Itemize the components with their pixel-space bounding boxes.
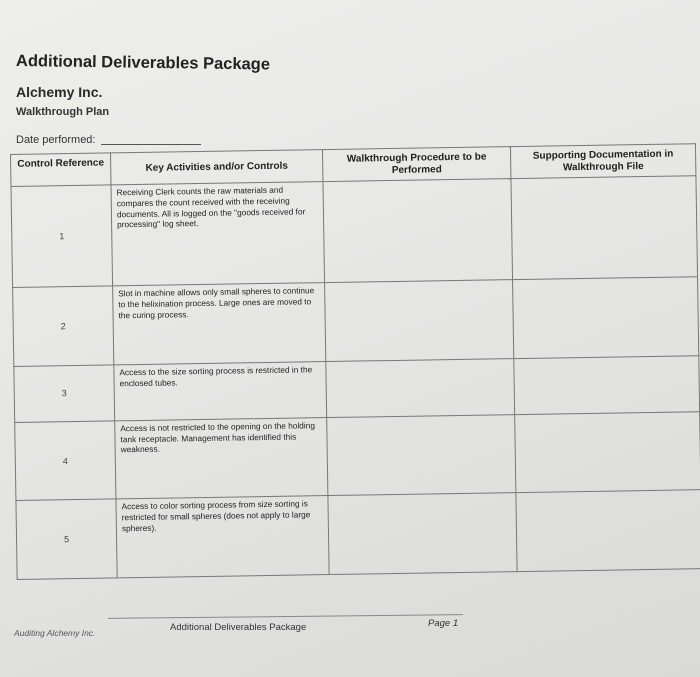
control-reference: 4 [15,421,116,501]
date-blank-line [101,144,201,145]
footer-left-text: Auditing Alchemy Inc. [14,628,96,638]
footer-rule [108,614,463,619]
table-row [11,176,698,288]
key-activity: Slot in machine allows only small spheres to continue to the helixination process. Large ones are moved to the curing process. [113,283,326,365]
table-row [16,490,700,579]
col-header-walkthrough-procedure: Walkthrough Procedure to be Performed [322,147,510,182]
company-name: Alchemy Inc. [16,84,103,100]
page-number: Page 1 [428,618,459,629]
documentation-cell [515,411,700,492]
documentation-cell [513,277,699,358]
date-performed [16,134,201,146]
key-activity: Access is not restricted to the opening on the holding tank receptacle. Management has identified this weakness. [115,417,328,499]
document-title: Additional Deliverables Package [15,52,271,74]
procedure-cell [328,493,517,575]
procedure-cell [326,358,515,417]
control-reference: 2 [13,286,114,366]
walkthrough-table [10,143,700,580]
col-header-key-activities: Key Activities and/or Controls [110,150,322,185]
control-reference: 3 [14,365,115,422]
footer-center-text: Additional Deliverables Package [170,622,307,633]
procedure-cell [327,414,516,496]
date-label: Date performed: [16,134,96,146]
key-activity: Receiving Clerk counts the raw materials and compares the count received with the receiving documents. All is logged on the "goods received for processing" log sheet. [111,182,325,287]
col-header-control-reference: Control Reference [11,153,111,187]
table-row [15,411,700,500]
key-activity: Access to color sorting process from size sorting is restricted for small spheres (does not apply to large spheres). [116,496,329,578]
documentation-cell [516,490,700,572]
procedure-cell [323,179,513,283]
procedure-cell [325,280,514,362]
control-reference: 5 [16,499,117,579]
table-row [13,277,699,366]
col-header-supporting-documentation: Supporting Documentation in Walkthrough File [510,144,695,179]
key-activity: Access to the size sorting process is restricted in the enclosed tubes. [114,361,327,420]
documentation-cell [514,356,700,415]
control-reference: 1 [11,185,113,288]
plan-subtitle: Walkthrough Plan [16,106,110,118]
documentation-cell [511,176,698,280]
